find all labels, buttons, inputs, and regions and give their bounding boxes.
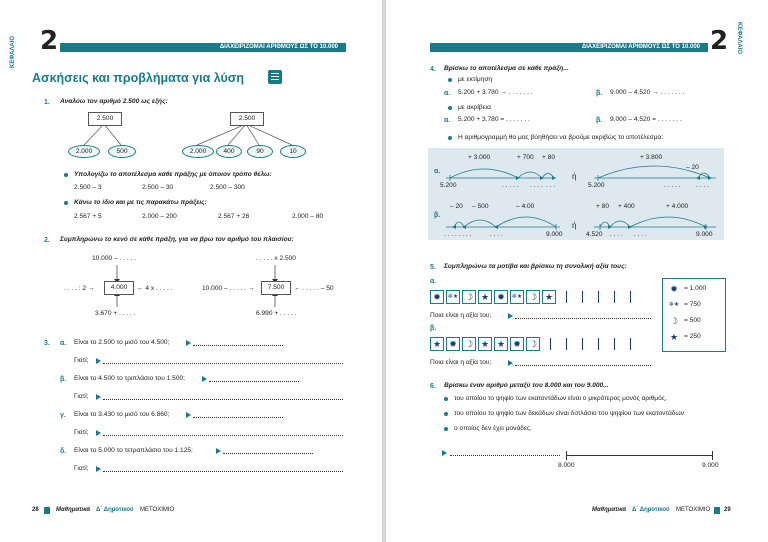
nl-b2-blank[interactable]: . . . . (634, 231, 647, 238)
arrow-icon (442, 450, 447, 456)
q2-d2-bottom[interactable]: 6.990 + . . . . . (256, 310, 297, 317)
pattern-blank[interactable] (598, 291, 599, 303)
q4-estimate-label: με εκτίμηση (458, 76, 493, 83)
q4-beta: β. (596, 117, 603, 124)
nl-a1-blank[interactable]: . . . . (530, 182, 543, 189)
page-number: 29 (724, 507, 731, 513)
nl-b2-end: 9.000 (696, 231, 713, 238)
q4-exact-a[interactable]: 5.200 + 3.780 = . . . . . . . (458, 116, 530, 123)
footer-marker (714, 507, 720, 514)
pattern-blank[interactable] (630, 291, 631, 303)
why-label: Γιατί; (74, 465, 89, 472)
flower-icon: ✲★ (510, 290, 524, 304)
answer-field[interactable] (515, 318, 651, 319)
q6-bullet: του οποίου το ψηφίο των δεκάδων είναι διπλάσιο του ψηφίου των εκατοντάδων. (454, 410, 686, 417)
footer-grade: Δ΄ Δημοτικού (96, 507, 134, 513)
q1-text: Αναλύω τον αριθμό 2.500 ως εξής: (60, 98, 168, 105)
q4-alpha: α. (434, 168, 441, 175)
number-line-drawings (386, 0, 768, 250)
nl-b1-jump: – 500 (472, 203, 489, 210)
star-icon: ★ (478, 290, 492, 304)
answer-field[interactable] (515, 365, 651, 366)
why-field[interactable] (103, 435, 343, 436)
sun-icon: ✹ (494, 290, 508, 304)
q6-number: 6. (430, 383, 436, 390)
arrow-icon (96, 358, 101, 364)
q1-number: 1. (44, 99, 50, 106)
nl-b2-jump: + 4.000 (666, 203, 689, 210)
q1-op: 2.567 + 5 (74, 213, 102, 220)
tick (566, 451, 567, 460)
pattern-blank[interactable] (582, 338, 583, 350)
flower-icon: ✲★ (668, 302, 680, 308)
star-icon: ★ (494, 337, 508, 351)
q5-alpha: α. (430, 278, 437, 285)
nl-b1-blank[interactable]: . . . . . . . . (444, 231, 472, 238)
nl-a1-jump: + 80 (542, 154, 556, 161)
page-header: ΔΙΑΧΕΙΡΙΖΟΜΑΙ ΑΡΙΘΜΟΥΣ ΩΣ ΤΟ 10.000 (60, 43, 346, 52)
answer-field[interactable] (193, 417, 283, 418)
page-title: Ασκήσεις και προβλήματα για λύση (32, 71, 244, 85)
q4-text: Βρίσκω το αποτέλεσμα σε κάθε πράξη... (444, 65, 569, 72)
why-field[interactable] (103, 399, 343, 400)
q6-text: Βρίσκω έναν αριθμό μεταξύ του 8.000 και του 9.000... (444, 382, 609, 389)
q2-d1-center: 4.000 (104, 281, 134, 295)
q5-question: Ποια είναι η αξία του; (430, 359, 492, 366)
q3-d-text: Είναι το 5.000 το τετραπλάσιο του 1.125; (74, 447, 193, 454)
arrow-icon (508, 313, 513, 319)
q5-number: 5. (430, 264, 436, 271)
tree2-leaf: 90 (247, 145, 273, 158)
pattern-blank[interactable] (550, 338, 551, 350)
nl-b1-blank[interactable]: . . . . (490, 231, 503, 238)
nl-b1-jump: – 4.00 (516, 203, 535, 210)
q2-d2-right[interactable]: ← . . . . . – 50 (294, 285, 334, 292)
nl-a1-jump: + 700 (517, 154, 534, 161)
q5-text: Συμπληρώνω τα μοτίβα και βρίσκω τη συνολική αξία τους: (444, 263, 627, 270)
q6-bullet: του οποίου το ψηφίο των εκατοντάδων είναι ο μικρότερος μονός αριθμός, (454, 395, 667, 402)
pattern-blank[interactable] (630, 338, 631, 350)
tree2-leaf: 10 (280, 145, 306, 158)
nl-a2-blank[interactable]: . . . . . (664, 182, 681, 189)
nl-a1-blank[interactable]: . . . . . (502, 182, 519, 189)
sun-icon: ✹ (430, 290, 444, 304)
why-label: Γιατί; (74, 357, 89, 364)
q2-d2-left[interactable]: 10.000 – . . . . . → (202, 285, 255, 292)
q2-arrows (0, 0, 382, 320)
legend-value: = 1.000 (684, 285, 707, 292)
nl-b1-jump: – 20 (450, 203, 463, 210)
q5-question: Ποια είναι η αξία του; (430, 312, 492, 319)
why-field[interactable] (103, 471, 343, 472)
tick (712, 451, 713, 460)
arrow-icon (186, 412, 191, 418)
nl-a2-jump: + 3.800 (640, 154, 663, 161)
legend-value: = 250 (684, 333, 701, 340)
nl-b1-end: 9.000 (546, 231, 563, 238)
legend-value: = 750 (684, 301, 701, 308)
nl-b2-blank[interactable]: . . . . (610, 231, 623, 238)
q2-number: 2. (44, 237, 50, 244)
q2-d1-bottom[interactable]: 3.670 + . . . . . (95, 310, 136, 317)
footer-type: ΜΕΤΟΧΙΜΙΟ (140, 507, 175, 513)
moon-icon: ☽ (526, 337, 540, 351)
q1-op: 2.500 – 30 (142, 184, 174, 191)
q2-d2-top[interactable]: . . . . . x 2.500 (256, 255, 296, 262)
answer-field[interactable] (450, 455, 560, 456)
star-icon: ★ (430, 337, 444, 351)
q3-number: 3. (44, 340, 50, 347)
q1-op: 2.500 – 300 (210, 184, 245, 191)
or-label: ή (572, 172, 577, 181)
q4-beta: β. (596, 90, 603, 97)
tree2-root: 2.500 (230, 112, 264, 126)
nl-b2-start: 4.520 (586, 231, 603, 238)
q1-op: 2.000 – 80 (292, 213, 324, 220)
answer-field[interactable] (209, 381, 299, 382)
q4-exact-b[interactable]: 9.000 – 4.520 = . . . . . . . (610, 116, 682, 123)
chapter-label: ΚΕΦΑΛΑΙΟ (736, 22, 742, 55)
chapter-number: 2 (710, 26, 729, 56)
or-label: ή (572, 221, 577, 230)
star-icon: ★ (669, 332, 679, 342)
why-label: Γιατί; (74, 429, 89, 436)
q2-d1-left[interactable]: . . . . : 2 → (64, 285, 95, 292)
answer-field[interactable] (193, 345, 283, 346)
q1-op: 2.500 – 3 (74, 184, 102, 191)
footer-grade: Δ΄ Δημοτικού (632, 507, 670, 513)
q1-bullet2: Κάνω το ίδιο και με τις παρακάτω πράξεις: (74, 199, 207, 206)
q3-b-text: Είναι το 4.500 το τριπλάσιο του 1.500; (74, 375, 185, 382)
pattern-blank[interactable] (566, 291, 567, 303)
footer-book: Μαθηματικά (592, 507, 627, 513)
moon-icon: ☽ (526, 290, 540, 304)
tree1-leaf: 2.000 (68, 145, 100, 158)
q3-a-text: Είναι το 2.500 το μισό του 4.500; (74, 339, 170, 346)
q2-text: Συμπληρώνω το κενό σε κάθε πράξη, για να βρω τον αριθμό του πλαισίου: (60, 236, 294, 243)
q4-est-b[interactable]: 9.000 – 4.520 → . . . . . . . (610, 89, 685, 96)
line-start-label: 8.000 (558, 462, 575, 469)
legend-value: = 500 (684, 317, 701, 324)
bullet (444, 397, 448, 401)
pattern-blank[interactable] (582, 291, 583, 303)
pattern-blank[interactable] (598, 338, 599, 350)
bullet (444, 412, 448, 416)
number-line (566, 455, 712, 456)
line-end-label: 9.000 (702, 462, 719, 469)
chapter-number: 2 (40, 26, 59, 56)
why-field[interactable] (103, 363, 343, 364)
arrow-icon (96, 466, 101, 472)
q2-d1-right[interactable]: ← 4 x . . . . . (137, 285, 173, 292)
nl-a2-jump: – 20 (686, 164, 699, 171)
right-page (386, 0, 768, 542)
q4-alpha: α. (444, 117, 451, 124)
q2-d1-top[interactable]: 10.000 – . . . . . (92, 255, 136, 262)
q5-beta: β. (430, 325, 437, 332)
q1-op: 2.000 – 200 (142, 213, 177, 220)
q4-est-a[interactable]: 5.200 + 3.780 → . . . . . . . (458, 89, 533, 96)
q4-number: 4. (430, 66, 436, 73)
moon-icon: ☽ (462, 337, 476, 351)
nl-a1-blank[interactable]: . . . (546, 182, 556, 189)
arrow-icon (186, 340, 191, 346)
nl-a1-start: 5.200 (440, 182, 457, 189)
arrow-icon (216, 448, 221, 454)
q4-beta: β. (434, 212, 441, 219)
q3-c-letter: γ. (60, 412, 66, 419)
q3-b-letter: β. (60, 376, 67, 383)
pattern-blank[interactable] (614, 338, 615, 350)
nl-a2-blank[interactable]: . . . . (696, 182, 709, 189)
arrow-icon (96, 394, 101, 400)
sun-icon: ✹ (670, 284, 678, 294)
arrow-icon (96, 430, 101, 436)
page-number: 28 (32, 507, 39, 513)
pattern-blank[interactable] (566, 338, 567, 350)
tree1-root: 2.500 (88, 112, 122, 126)
footer-book: Μαθηματικά (56, 507, 91, 513)
q3-c-text: Είναι το 3.430 το μισό του 6.860; (74, 411, 170, 418)
q3-d-letter: δ. (60, 448, 67, 455)
q3-a-letter: α. (60, 340, 67, 347)
nl-a2-start: 5.200 (588, 182, 605, 189)
q2-d2-center: 7.500 (261, 281, 291, 295)
flower-icon: ✲★ (446, 290, 460, 304)
pattern-blank[interactable] (614, 291, 615, 303)
moon-icon: ☽ (462, 290, 476, 304)
q4-exact-label: με ακρίβεια (458, 104, 491, 111)
nl-a1-jump: + 3.000 (468, 154, 491, 161)
why-label: Γιατί; (74, 393, 89, 400)
arrow-icon (508, 360, 513, 366)
left-page (0, 0, 382, 542)
tree2-leaf: 2.000 (182, 145, 214, 158)
answer-field[interactable] (223, 453, 313, 454)
star-icon: ★ (542, 290, 556, 304)
page-header: ΔΙΑΧΕΙΡΙΖΟΜΑΙ ΑΡΙΘΜΟΥΣ ΩΣ ΤΟ 10.000 (430, 43, 708, 52)
nl-b2-jump: + 400 (618, 203, 635, 210)
sun-icon: ✹ (446, 337, 460, 351)
q1-op: 2.567 + 26 (218, 213, 250, 220)
q6-bullet: ο οποίος δεν έχει μονάδες. (454, 425, 532, 432)
q1-bullet1: Υπολογίζω το αποτέλεσμα κάθε πράξης με όποιον τρόπο θέλω: (74, 171, 272, 178)
q4-line-text: Η αριθμογραμμή θα μας βοηθήσει να βρούμε ακριβώς το αποτέλεσμα: (458, 134, 664, 141)
chapter-label: ΚΕΦΑΛΑΙΟ (10, 35, 16, 68)
footer-type: ΜΕΤΟΧΙΜΙΟ (676, 507, 711, 513)
q4-alpha: α. (444, 90, 451, 97)
footer-marker (44, 507, 50, 514)
arrow-icon (202, 376, 207, 382)
sun-icon: ✹ (510, 337, 524, 351)
star-icon: ★ (478, 337, 492, 351)
tree2-leaf: 400 (216, 145, 242, 158)
tree1-leaf: 500 (108, 145, 136, 158)
moon-icon: ☽ (669, 316, 679, 326)
nl-b2-jump: + 80 (596, 203, 610, 210)
bullet (444, 427, 448, 431)
